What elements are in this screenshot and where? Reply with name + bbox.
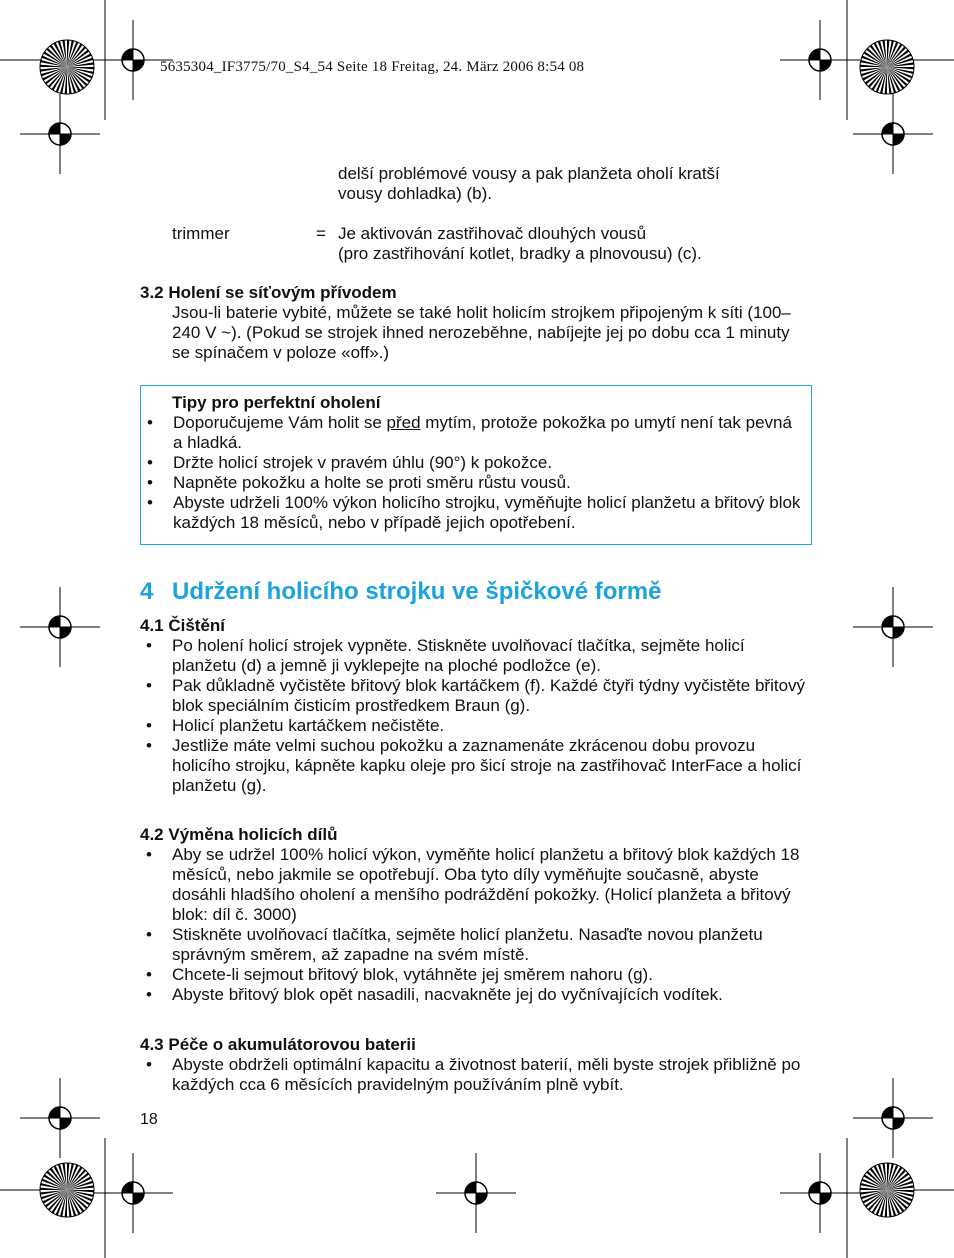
crosshair-quadrant <box>820 60 831 71</box>
crosshair-quadrant <box>893 627 904 638</box>
crosshair-quadrant <box>882 123 893 134</box>
crosshair-quadrant <box>809 49 820 60</box>
section-4-3-list <box>140 1055 812 1095</box>
crosshair-quadrant <box>49 616 60 627</box>
tip-item: • Držte holicí strojek v pravém úhlu (90°) k pokožce. <box>147 453 553 472</box>
bullet: • <box>146 716 152 735</box>
chapter-number: 4 <box>140 578 154 605</box>
page-number: 18 <box>140 1111 158 1128</box>
list-item: • Stiskněte uvolňovací tlačítka, sejměte holicí planžetu. Nasaďte novou planžetu správným směrem, až zapadne na svém místě. <box>146 925 763 964</box>
crosshair-quadrant <box>49 1107 60 1118</box>
list-item: • Jestliže máte velmi suchou pokožku a zaznamenáte zkrácenou dobu provozu holicího strojku, kápněte kapku oleje pro šicí stroje na zastřihovač InterFace a holicí planžetu (g). <box>146 736 802 795</box>
bullet: • <box>146 636 152 655</box>
bullet: • <box>146 965 152 984</box>
bullet: • <box>147 473 153 492</box>
crosshair-quadrant <box>122 49 133 60</box>
tips-title: Tipy pro perfektní oholení <box>172 393 381 412</box>
section-4-1-heading: 4.1 Čištění <box>140 616 226 635</box>
list-item: • Pak důkladně vyčistěte břitový blok kartáčkem (f). Každé čtyři týdny vyčistěte břitový blok speciálním čisticím prostředkem Braun (g). <box>146 676 806 715</box>
chapter-title: Udržení holicího strojku ve špičkové formě <box>172 578 662 605</box>
bullet: • <box>146 925 152 944</box>
underlined-word: před <box>386 413 421 432</box>
crosshair-quadrant <box>893 134 904 145</box>
section-3-2-heading: 3.2 Holení se síťovým přívodem <box>140 283 397 302</box>
tips-box <box>140 385 812 545</box>
list-item: • Abyste obdrželi optimální kapacitu a životnost baterií, měli byste strojek přibližně po každých cca 6 měsících pravidelným používáním plně vybít. <box>146 1055 801 1094</box>
crosshair-quadrant <box>49 123 60 134</box>
tip-item: • Napněte pokožku a holte se proti směru růstu vousů. <box>147 473 571 492</box>
continuation-line-1: delší problémové vousy a pak planžeta oholí kratší <box>338 164 720 183</box>
trimmer-desc-line-2: (pro zastřihování kotlet, bradky a plnovousu) (c). <box>338 244 702 263</box>
list-item: • Aby se udržel 100% holicí výkon, vyměňte holicí planžetu a břitový blok každých 18 měsíců, nebo jakmile se opotřebují. Oba tyto díly vyměňujte současně, abyste dosáhli hladšího oholení a menšího podráždění pokožky. (Holicí planžeta a břitový blok: díl č. 3000) <box>146 845 800 924</box>
bullet: • <box>147 453 153 472</box>
crosshair-quadrant <box>133 1193 144 1204</box>
section-4-1-list <box>140 636 812 796</box>
list-item: • Abyste břitový blok opět nasadili, nacvakněte jej do vyčnívajících vodítek. <box>146 985 723 1004</box>
trimmer-desc-line-1: Je aktivován zastřihovač dlouhých vousů <box>338 224 647 243</box>
crosshair-quadrant <box>476 1193 487 1204</box>
tip-item: • Doporučujeme Vám holit se před mytím, protože pokožka po umytí není tak pevná a hladká. <box>147 413 792 452</box>
continuation-line-2: vousy dohladka) (b). <box>338 184 493 203</box>
crosshair-quadrant <box>60 627 71 638</box>
section-4-3-heading: 4.3 Péče o akumulátorovou baterii <box>140 1035 416 1054</box>
crosshair-quadrant <box>882 1107 893 1118</box>
crosshair-quadrant <box>465 1182 476 1193</box>
tips-list <box>141 413 805 533</box>
trimmer-equals: = <box>316 224 326 243</box>
bullet: • <box>146 985 152 1004</box>
crosshair-quadrant <box>60 134 71 145</box>
bullet: • <box>147 493 153 512</box>
crosshair-quadrant <box>133 60 144 71</box>
list-item: • Chcete-li sejmout břitový blok, vytáhněte jej směrem nahoru (g). <box>146 965 653 984</box>
crosshair-quadrant <box>122 1182 133 1193</box>
crosshair-quadrant <box>882 616 893 627</box>
trimmer-term: trimmer <box>172 224 230 243</box>
crosshair-quadrant <box>60 1118 71 1129</box>
bullet: • <box>146 676 152 695</box>
crosshair-quadrant <box>820 1193 831 1204</box>
chapter-4-heading <box>140 578 661 606</box>
bullet: • <box>146 1055 152 1074</box>
crosshair-quadrant <box>809 1182 820 1193</box>
section-4-2-heading: 4.2 Výměna holicích dílů <box>140 825 338 844</box>
tip-item: • Abyste udrželi 100% výkon holicího strojku, vyměňujte holicí planžetu a břitový blok každých 18 měsíců, nebo v případě jejich opotřebení. <box>147 493 801 532</box>
list-item: • Holicí planžetu kartáčkem nečistěte. <box>146 716 445 735</box>
list-item: • Po holení holicí strojek vypněte. Stiskněte uvolňovací tlačítka, sejměte holicí planžetu (d) a jemně ji vyklepejte na ploché podložce (e). <box>146 636 745 675</box>
section-4-2-list <box>140 845 812 1005</box>
crosshair-quadrant <box>893 1118 904 1129</box>
bullet: • <box>146 845 152 864</box>
section-3-2-text: Jsou-li baterie vybité, můžete se také holit holicím strojkem připojeným k síti (100–240 V ~). (Pokud se strojek ihned nerozeběhne, nabíjejte jej po dobu cca 1 minuty se spínačem v poloze «off».) <box>172 303 791 362</box>
bullet: • <box>146 736 152 755</box>
print-header: 5635304_IF3775/70_S4_54 Seite 18 Freitag, 24. März 2006 8:54 08 <box>160 59 585 75</box>
bullet: • <box>147 413 153 432</box>
